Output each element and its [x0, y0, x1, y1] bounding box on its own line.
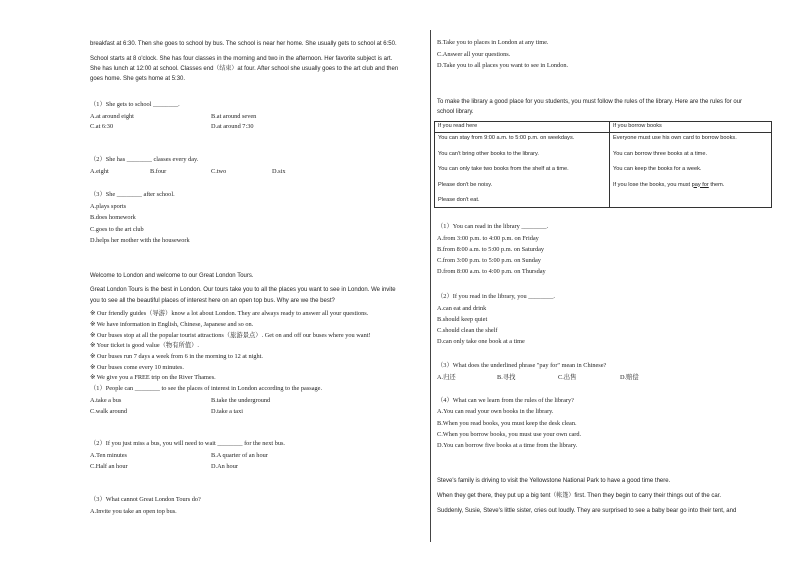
option-a: A.plays sports — [90, 203, 127, 210]
passage2-line: you to see all the beautiful places of interest here on an open top bus. Why are we the best? — [90, 298, 335, 304]
option-d: D.from 8:00 a.m. to 4:00 p.m. on Thursday — [437, 268, 546, 275]
table-header-read: If you read here — [435, 122, 610, 133]
option-b: B.does homework — [90, 214, 136, 221]
passage2-line: Great London Tours is the best in London. Our tours take you to all the places you want to see in London. We invite — [90, 287, 396, 293]
option-b: B.寻找 — [497, 374, 516, 381]
option-c: C.Answer all your questions. — [437, 51, 511, 58]
read-rule: Please don't eat. — [438, 197, 480, 203]
read-rule: You can stay from 9:00 a.m. to 5:00 p.m. on weekdays. — [438, 135, 575, 141]
bullet-item: ※ We give you a FREE trip on the River Thames. — [90, 374, 216, 381]
question-stem: （3）What cannot Great London Tours do? — [90, 496, 201, 503]
option-c: C.When you borrow books, you must use your own card. — [437, 431, 582, 438]
option-d: D.Take you to all places you want to see in London. — [437, 62, 569, 69]
option-d: D.at around 7:30 — [211, 123, 254, 130]
option-d: D.赔偿 — [620, 374, 639, 381]
option-a: A.at around eight — [90, 113, 134, 120]
option-c: C.出售 — [558, 374, 577, 381]
bullet-item: ※ We have information in English, Chinese, Japanese and so on. — [90, 321, 254, 328]
library-intro-line: To make the library a good place for you students, you must follow the rules of the library. Here are the rules for our — [437, 99, 743, 105]
read-rule: You can't bring other books to the library. — [438, 150, 539, 157]
option-a: A.can eat and drink — [437, 305, 487, 312]
option-d: D.helps her mother with the housework — [90, 237, 190, 244]
option-c: C.should clean the shelf — [437, 327, 498, 334]
option-c: C.walk around — [90, 408, 128, 415]
bullet-item: ※ Our buses stop at all the popular tourist attractions（旅游景点）. Get on and off our buses where you want! — [90, 332, 371, 339]
option-d: D.six — [272, 168, 286, 175]
library-intro-line: school library. — [437, 109, 474, 115]
question-stem: （2）If you read in the library, you ________. — [437, 293, 555, 300]
option-c: C.from 3:00 p.m. to 5:00 p.m. on Sunday — [437, 257, 541, 264]
question-stem: （4）What can we learn from the rules of the library? — [437, 397, 574, 404]
option-b: B.A quarter of an hour — [211, 452, 268, 459]
passage4-line: Suddenly, Susie, Steve's little sister, cries out loudly. They are surprised to see a baby bear go into their tent, and — [437, 508, 737, 514]
question-stem: （1）You can read in the library ________. — [437, 223, 549, 230]
bullet-item: ※ Our buses come every 10 minutes. — [90, 364, 184, 371]
passage4-line: When they get there, they put up a big tent（帐篷）first. Then they begin to carry their things out of the car. — [437, 493, 722, 499]
option-c: C.two — [211, 168, 227, 175]
option-a: A.from 3:00 p.m. to 4:00 p.m. on Friday — [437, 235, 539, 242]
option-d: D.An hour — [211, 463, 238, 470]
borrow-rule-tail: them. — [708, 181, 725, 188]
question-stem: （3）What does the underlined phrase "pay for" mean in Chinese? — [437, 362, 607, 369]
borrow-rule-last — [613, 181, 768, 197]
read-rule: You can only take two books from the shelf at a time. — [438, 166, 569, 172]
passage2-title: Welcome to London and welcome to our Great London Tours. — [90, 273, 254, 279]
pay-for-underlined: pay for — [691, 181, 709, 188]
bullet-item: ※ Your ticket is good value（物有所值）. — [90, 342, 199, 349]
borrow-rule: You can borrow three books at a time. — [613, 150, 708, 157]
read-rules-cell — [435, 133, 610, 208]
question-stem: （1）She gets to school ________. — [90, 101, 180, 108]
column-divider — [430, 30, 431, 542]
option-b: B.at around seven — [211, 113, 257, 120]
option-a: A.You can read your own books in the library. — [437, 408, 554, 415]
option-b: B.Take you to places in London at any time. — [437, 39, 549, 46]
question-stem: （2）She has ________ classes every day. — [90, 156, 199, 163]
option-c: C.Half an hour — [90, 463, 128, 470]
option-a: A.Ten minutes — [90, 452, 127, 459]
passage1-line: breakfast at 6:30. Then she goes to school by bus. The school is near her home. She usually gets to school at 6:50. — [90, 41, 397, 47]
read-rule: Please don't be noisy. — [438, 181, 493, 188]
passage1-line: goes home. She gets home at 5:30. — [90, 76, 186, 82]
option-b: B.take the underground — [211, 397, 271, 404]
option-c: C.goes to the art club — [90, 226, 144, 233]
option-a: A.Invite you take an open top bus. — [90, 508, 177, 515]
option-b: B.from 8:00 a.m. to 5:00 p.m. on Saturday — [437, 246, 545, 253]
borrow-rule: Everyone must use his own card to borrow books. — [613, 135, 737, 141]
option-d: D.can only take one book at a time — [437, 338, 525, 345]
option-d: D.take a taxi — [211, 408, 243, 415]
option-a: A.eight — [90, 168, 109, 175]
bullet-item: ※ Our friendly guides（导游）know a lot about London. They are always ready to answer all your questions. — [90, 310, 369, 317]
option-b: B.When you read books, you must keep the desk clean. — [437, 420, 577, 427]
table-header-borrow: If you borrow books — [610, 122, 772, 133]
library-rules-table — [434, 121, 772, 208]
option-d: D.You can borrow five books at a time from the library. — [437, 442, 578, 449]
borrow-rules-cell — [610, 133, 772, 208]
passage1-line: School starts at 8 o'clock. She has four classes in the morning and two in the afternoon. Her favorite subject is art. — [90, 56, 393, 62]
question-stem: （2）If you just miss a bus, you will need to wait ________ for the next bus. — [90, 440, 286, 447]
passage4-line: Steve's family is driving to visit the Yellowstone National Park to have a good time there. — [437, 478, 671, 484]
option-a: A.take a bus — [90, 397, 122, 404]
passage1-line: She has lunch at 12:00 at school. Classes end（结束）at four. After school she usually goes to the art club and then — [90, 66, 399, 72]
question-stem: （3）She ________ after school. — [90, 191, 175, 198]
question-stem: （1）People can ________ to see the places of interest in London according to the passage. — [90, 385, 323, 392]
option-b: B.should keep quiet — [437, 316, 488, 323]
option-c: C.at 6:30 — [90, 123, 114, 130]
borrow-rule: You can keep the books for a week. — [613, 166, 702, 172]
bullet-item: ※ Our buses run 7 days a week from 6 in the morning to 12 at night. — [90, 353, 263, 360]
option-a: A.归还 — [437, 374, 456, 381]
option-b: B.four — [150, 168, 167, 175]
borrow-rule: If you lose the books, you must — [613, 181, 692, 188]
